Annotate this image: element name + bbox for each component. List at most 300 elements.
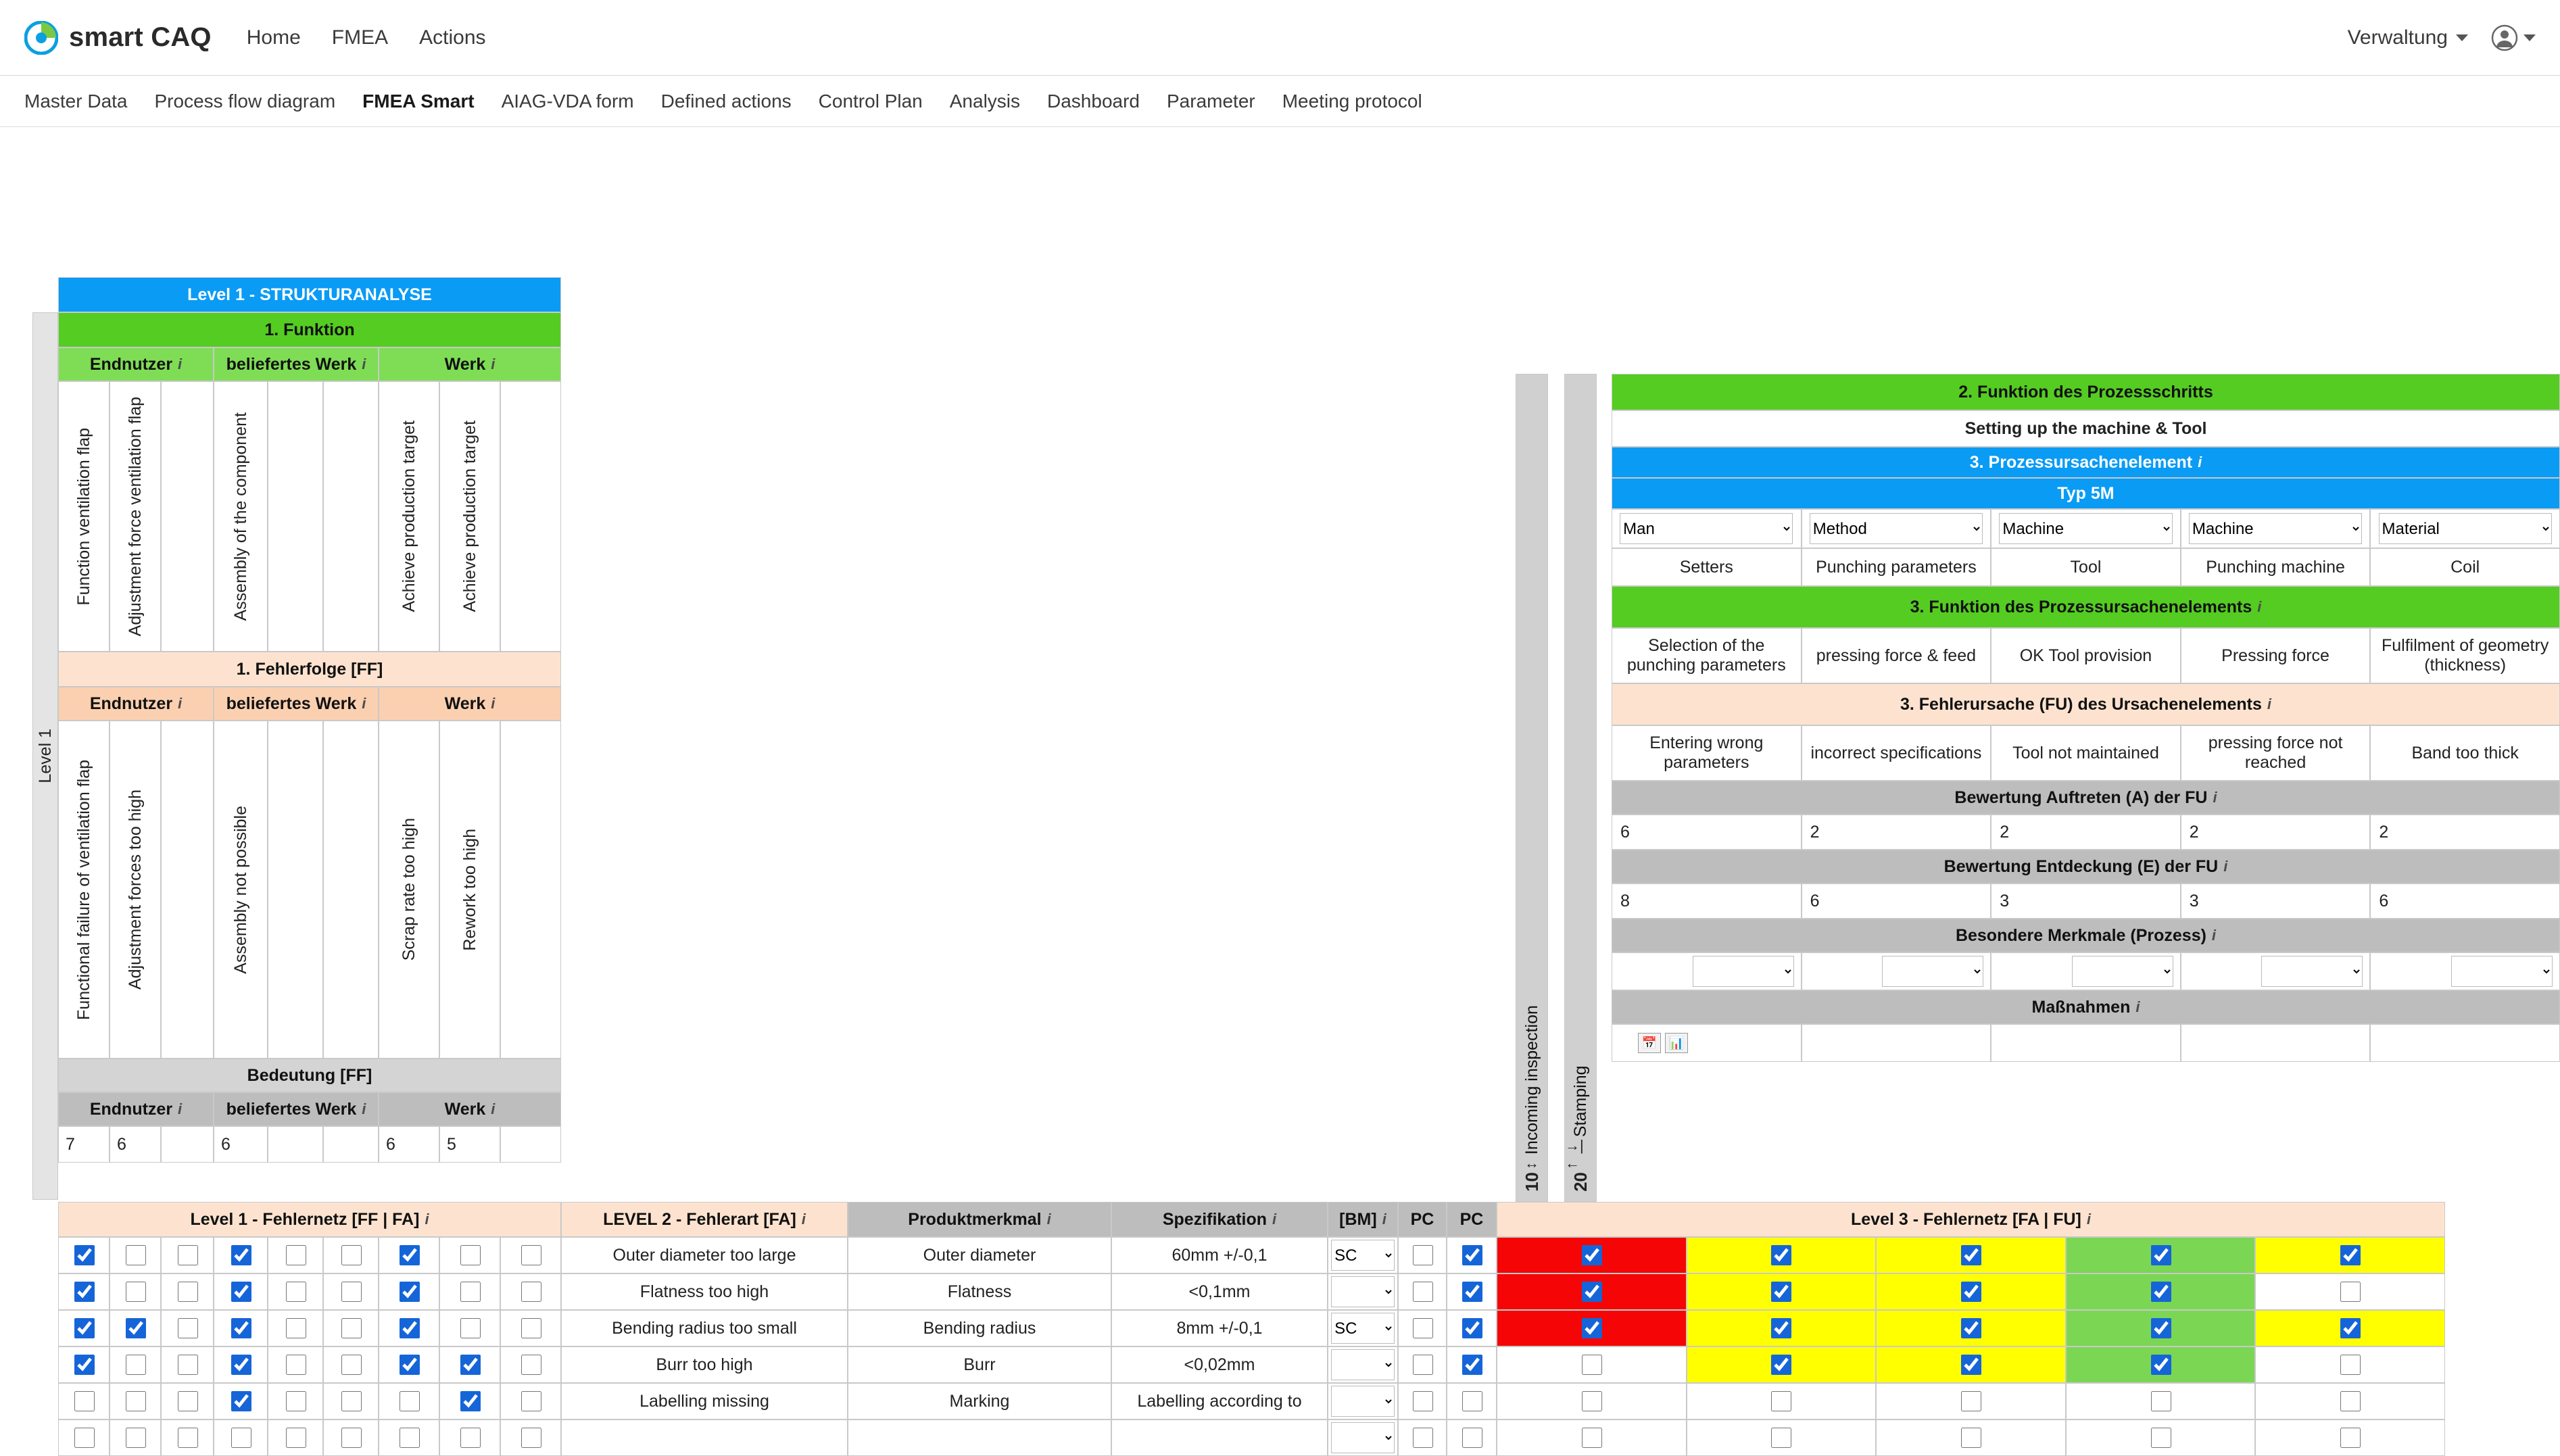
level3-link-checkbox[interactable]: [2340, 1318, 2361, 1338]
level3-link-checkbox[interactable]: [1961, 1282, 1981, 1302]
massnahmen-cell[interactable]: [2370, 1024, 2560, 1062]
subnav-item-parameter[interactable]: Parameter: [1167, 90, 1255, 112]
level1-link-checkbox-cell[interactable]: [161, 1346, 214, 1383]
level1-link-checkbox-cell[interactable]: [439, 1419, 500, 1456]
type-value[interactable]: Punching parameters: [1802, 548, 1991, 586]
level1-link-checkbox[interactable]: [521, 1282, 541, 1302]
level3-link-checkbox-cell[interactable]: [2066, 1346, 2256, 1383]
fehlerart-cell[interactable]: Bending radius too small: [561, 1310, 848, 1346]
spezifikation-cell[interactable]: 8mm +/-0,1: [1111, 1310, 1328, 1346]
besondere-select[interactable]: [2451, 956, 2553, 987]
level1-link-checkbox[interactable]: [74, 1245, 95, 1265]
type-select-cell[interactable]: [1991, 509, 2181, 548]
level1-link-checkbox[interactable]: [460, 1318, 481, 1338]
auftreten-value[interactable]: 2: [1802, 815, 1991, 850]
level3-link-checkbox-cell[interactable]: [2066, 1419, 2256, 1456]
level1-link-checkbox[interactable]: [341, 1282, 362, 1302]
pc-incoming-checkbox-cell[interactable]: [1398, 1310, 1447, 1346]
subnav-item-analysis[interactable]: Analysis: [949, 90, 1021, 112]
massnahmen-cell[interactable]: [1802, 1024, 1991, 1062]
level3-link-checkbox-cell[interactable]: [2255, 1346, 2445, 1383]
level1-link-checkbox-cell[interactable]: [214, 1310, 268, 1346]
brand[interactable]: [24, 21, 212, 55]
level1-link-checkbox-cell[interactable]: [268, 1346, 323, 1383]
level3-link-checkbox[interactable]: [1961, 1428, 1981, 1448]
type-value[interactable]: Coil: [2370, 548, 2560, 586]
level1-link-checkbox[interactable]: [286, 1391, 306, 1411]
subnav-item-aiag-vda-form[interactable]: AIAG-VDA form: [501, 90, 634, 112]
level1-link-checkbox-cell[interactable]: [214, 1237, 268, 1273]
level1-link-checkbox[interactable]: [286, 1282, 306, 1302]
level1-link-checkbox-cell[interactable]: [110, 1273, 161, 1310]
func-cause-value[interactable]: pressing force & feed: [1802, 628, 1991, 683]
level1-link-checkbox[interactable]: [126, 1282, 146, 1302]
strip-incoming-inspection[interactable]: [1516, 374, 1548, 1202]
pc-incoming-checkbox-cell[interactable]: [1398, 1237, 1447, 1273]
type-select-cell[interactable]: [1802, 509, 1991, 548]
fehlerfolge-cell[interactable]: Scrap rate too high: [379, 721, 439, 1059]
level1-link-checkbox-cell[interactable]: [161, 1383, 214, 1419]
pc-stamping-checkbox[interactable]: [1462, 1355, 1482, 1375]
level1-link-checkbox-cell[interactable]: [379, 1346, 439, 1383]
level3-link-checkbox[interactable]: [2151, 1391, 2171, 1411]
info-icon[interactable]: i: [2257, 598, 2262, 615]
type-select-cell[interactable]: [2370, 509, 2560, 548]
entdeckung-value[interactable]: 3: [1991, 883, 2181, 919]
fehlerart-cell[interactable]: Burr too high: [561, 1346, 848, 1383]
level1-link-checkbox[interactable]: [286, 1245, 306, 1265]
bm-select[interactable]: [1331, 1386, 1395, 1417]
produktmerkmal-cell[interactable]: Marking: [848, 1383, 1111, 1419]
level1-link-checkbox[interactable]: [400, 1355, 420, 1375]
level1-link-checkbox-cell[interactable]: [500, 1383, 561, 1419]
pc-incoming-checkbox-cell[interactable]: [1398, 1346, 1447, 1383]
level1-link-checkbox-cell[interactable]: [161, 1273, 214, 1310]
pc-stamping-checkbox[interactable]: [1462, 1282, 1482, 1302]
bm-select[interactable]: [1331, 1240, 1395, 1271]
level1-link-checkbox-cell[interactable]: [323, 1273, 379, 1310]
level3-link-checkbox-cell[interactable]: [1497, 1237, 1687, 1273]
produktmerkmal-cell[interactable]: Burr: [848, 1346, 1111, 1383]
level1-link-checkbox[interactable]: [341, 1391, 362, 1411]
func-step-value[interactable]: Setting up the machine & Tool: [1612, 410, 2560, 447]
level1-link-checkbox[interactable]: [400, 1318, 420, 1338]
level1-link-checkbox[interactable]: [126, 1391, 146, 1411]
level1-link-checkbox-cell[interactable]: [439, 1383, 500, 1419]
level1-link-checkbox-cell[interactable]: [379, 1310, 439, 1346]
funktion-cell[interactable]: [323, 381, 379, 652]
level1-link-checkbox[interactable]: [126, 1428, 146, 1448]
info-icon[interactable]: i: [2223, 858, 2228, 875]
level1-link-checkbox[interactable]: [460, 1245, 481, 1265]
info-icon[interactable]: i: [2086, 1211, 2091, 1228]
level1-link-checkbox-cell[interactable]: [379, 1273, 439, 1310]
fehlerfolge-cell[interactable]: [161, 721, 214, 1059]
level3-link-checkbox[interactable]: [1582, 1355, 1602, 1375]
level1-link-checkbox[interactable]: [126, 1318, 146, 1338]
fehlerart-cell[interactable]: [561, 1419, 848, 1456]
level3-link-checkbox-cell[interactable]: [2255, 1237, 2445, 1273]
level1-link-checkbox-cell[interactable]: [58, 1273, 110, 1310]
user-avatar-icon[interactable]: [2491, 24, 2536, 51]
besondere-select[interactable]: [1693, 956, 1794, 987]
level3-link-checkbox-cell[interactable]: [2066, 1237, 2256, 1273]
pc-stamping-checkbox-cell[interactable]: [1447, 1310, 1497, 1346]
level1-link-checkbox-cell[interactable]: [439, 1310, 500, 1346]
entdeckung-value[interactable]: 6: [2370, 883, 2560, 919]
level3-link-checkbox[interactable]: [2151, 1318, 2171, 1338]
bedeutung-value[interactable]: 6: [379, 1126, 439, 1163]
level3-link-checkbox-cell[interactable]: [2066, 1310, 2256, 1346]
spezifikation-cell[interactable]: 60mm +/-0,1: [1111, 1237, 1328, 1273]
fu-value[interactable]: Tool not maintained: [1991, 725, 2181, 781]
level1-link-checkbox-cell[interactable]: [500, 1346, 561, 1383]
level1-link-checkbox-cell[interactable]: [58, 1383, 110, 1419]
info-icon[interactable]: i: [2198, 454, 2202, 470]
level3-link-checkbox[interactable]: [1771, 1318, 1791, 1338]
resize-arrow-icon[interactable]: ↔: [1524, 1155, 1539, 1172]
level3-link-checkbox-cell[interactable]: [1687, 1419, 1877, 1456]
level3-link-checkbox[interactable]: [1771, 1391, 1791, 1411]
verwaltung-menu[interactable]: [2348, 26, 2468, 49]
fehlerfolge-cell[interactable]: [500, 721, 561, 1059]
level1-link-checkbox-cell[interactable]: [110, 1419, 161, 1456]
level1-link-checkbox-cell[interactable]: [268, 1237, 323, 1273]
info-icon[interactable]: i: [491, 356, 496, 372]
info-icon[interactable]: i: [362, 695, 366, 712]
subnav-item-defined-actions[interactable]: Defined actions: [660, 90, 792, 112]
besondere-select[interactable]: [2261, 956, 2363, 987]
level3-link-checkbox-cell[interactable]: [2066, 1383, 2256, 1419]
besondere-select-cell[interactable]: [2370, 952, 2560, 990]
resize-arrow-icon[interactable]: →|←: [1565, 1137, 1584, 1172]
pc-stamping-checkbox[interactable]: [1462, 1318, 1482, 1338]
spezifikation-cell[interactable]: <0,02mm: [1111, 1346, 1328, 1383]
funktion-cell[interactable]: Achieve production target: [439, 381, 500, 652]
besondere-select[interactable]: [2072, 956, 2173, 987]
level1-link-checkbox-cell[interactable]: [323, 1383, 379, 1419]
level1-link-checkbox-cell[interactable]: [379, 1237, 439, 1273]
auftreten-value[interactable]: 6: [1612, 815, 1802, 850]
funktion-cell[interactable]: [161, 381, 214, 652]
pc-incoming-checkbox-cell[interactable]: [1398, 1273, 1447, 1310]
level1-link-checkbox-cell[interactable]: [500, 1237, 561, 1273]
bm-select[interactable]: [1331, 1276, 1395, 1307]
level3-link-checkbox-cell[interactable]: [1687, 1310, 1877, 1346]
level1-link-checkbox[interactable]: [231, 1282, 251, 1302]
level3-link-checkbox-cell[interactable]: [2255, 1273, 2445, 1310]
auftreten-value[interactable]: 2: [2370, 815, 2560, 850]
entdeckung-value[interactable]: 8: [1612, 883, 1802, 919]
level1-link-checkbox-cell[interactable]: [379, 1419, 439, 1456]
level3-link-checkbox[interactable]: [2151, 1428, 2171, 1448]
level1-link-checkbox[interactable]: [74, 1391, 95, 1411]
level1-link-checkbox-cell[interactable]: [214, 1346, 268, 1383]
funktion-cell[interactable]: [500, 381, 561, 652]
pc-stamping-checkbox-cell[interactable]: [1447, 1346, 1497, 1383]
funktion-cell[interactable]: Assembly of the component: [214, 381, 268, 652]
level1-link-checkbox[interactable]: [231, 1428, 251, 1448]
bm-select[interactable]: [1331, 1313, 1395, 1344]
level1-link-checkbox-cell[interactable]: [161, 1310, 214, 1346]
subnav-item-process-flow-diagram[interactable]: Process flow diagram: [154, 90, 336, 112]
level3-link-checkbox[interactable]: [2151, 1355, 2171, 1375]
level3-link-checkbox-cell[interactable]: [1497, 1273, 1687, 1310]
level1-link-checkbox-cell[interactable]: [439, 1273, 500, 1310]
entdeckung-value[interactable]: 6: [1802, 883, 1991, 919]
fu-value[interactable]: pressing force not reached: [2181, 725, 2371, 781]
info-icon[interactable]: i: [2211, 927, 2217, 944]
level1-link-checkbox[interactable]: [521, 1245, 541, 1265]
subnav-item-fmea-smart[interactable]: FMEA Smart: [362, 90, 475, 112]
level1-link-checkbox[interactable]: [286, 1428, 306, 1448]
produktmerkmal-cell[interactable]: Flatness: [848, 1273, 1111, 1310]
info-icon[interactable]: i: [491, 695, 496, 712]
fu-value[interactable]: Entering wrong parameters: [1612, 725, 1802, 781]
level3-link-checkbox[interactable]: [1582, 1318, 1602, 1338]
level1-link-checkbox-cell[interactable]: [379, 1383, 439, 1419]
level1-link-checkbox-cell[interactable]: [214, 1419, 268, 1456]
level3-link-checkbox-cell[interactable]: [1876, 1273, 2066, 1310]
pc-stamping-checkbox-cell[interactable]: [1447, 1273, 1497, 1310]
level1-link-checkbox[interactable]: [178, 1391, 198, 1411]
level3-link-checkbox[interactable]: [2340, 1391, 2361, 1411]
level1-link-checkbox[interactable]: [126, 1245, 146, 1265]
bm-select-cell[interactable]: [1328, 1237, 1398, 1273]
level1-link-checkbox[interactable]: [178, 1355, 198, 1375]
level1-link-checkbox[interactable]: [400, 1282, 420, 1302]
type-select[interactable]: [2379, 513, 2552, 544]
level1-link-checkbox[interactable]: [341, 1355, 362, 1375]
level3-link-checkbox-cell[interactable]: [1876, 1346, 2066, 1383]
calendar-icon[interactable]: 📅: [1638, 1033, 1661, 1053]
level1-link-checkbox[interactable]: [460, 1282, 481, 1302]
level1-link-checkbox-cell[interactable]: [268, 1419, 323, 1456]
type-value[interactable]: Tool: [1991, 548, 2181, 586]
level1-link-checkbox[interactable]: [178, 1318, 198, 1338]
level1-link-checkbox[interactable]: [400, 1245, 420, 1265]
fehlerfolge-cell[interactable]: Rework too high: [439, 721, 500, 1059]
pc-incoming-checkbox[interactable]: [1413, 1318, 1433, 1338]
level3-link-checkbox-cell[interactable]: [2255, 1310, 2445, 1346]
bm-select-cell[interactable]: [1328, 1419, 1398, 1456]
type-select[interactable]: [2189, 513, 2362, 544]
info-icon[interactable]: i: [491, 1100, 496, 1117]
strip-stamping[interactable]: [1564, 374, 1597, 1202]
level1-link-checkbox-cell[interactable]: [500, 1273, 561, 1310]
massnahmen-cell[interactable]: [1991, 1024, 2181, 1062]
pc-incoming-checkbox-cell[interactable]: [1398, 1419, 1447, 1456]
pc-stamping-checkbox-cell[interactable]: [1447, 1383, 1497, 1419]
level1-link-checkbox-cell[interactable]: [110, 1310, 161, 1346]
level1-link-checkbox[interactable]: [341, 1318, 362, 1338]
level3-link-checkbox-cell[interactable]: [1497, 1419, 1687, 1456]
bedeutung-value[interactable]: [161, 1126, 214, 1163]
level1-link-checkbox[interactable]: [231, 1318, 251, 1338]
fehlerfolge-cell[interactable]: [323, 721, 379, 1059]
topnav-item-actions[interactable]: Actions: [419, 26, 486, 49]
topnav-item-home[interactable]: Home: [246, 26, 301, 49]
level1-link-checkbox-cell[interactable]: [439, 1237, 500, 1273]
pc-incoming-checkbox[interactable]: [1413, 1428, 1433, 1448]
level1-link-checkbox[interactable]: [74, 1318, 95, 1338]
fehlerfolge-cell[interactable]: Assembly not possible: [214, 721, 268, 1059]
level1-link-checkbox-cell[interactable]: [323, 1237, 379, 1273]
type-select[interactable]: [1620, 513, 1793, 544]
level3-link-checkbox-cell[interactable]: [1497, 1346, 1687, 1383]
level3-link-checkbox-cell[interactable]: [1876, 1383, 2066, 1419]
func-cause-value[interactable]: Fulfilment of geometry (thickness): [2370, 628, 2560, 683]
subnav-item-control-plan[interactable]: Control Plan: [818, 90, 923, 112]
level1-link-checkbox-cell[interactable]: [110, 1383, 161, 1419]
chart-icon[interactable]: 📊: [1665, 1033, 1688, 1053]
level3-link-checkbox-cell[interactable]: [1497, 1383, 1687, 1419]
spezifikation-cell[interactable]: [1111, 1419, 1328, 1456]
produktmerkmal-cell[interactable]: [848, 1419, 1111, 1456]
bedeutung-value[interactable]: 5: [439, 1126, 500, 1163]
level1-link-checkbox[interactable]: [400, 1428, 420, 1448]
type-select[interactable]: [1810, 513, 1983, 544]
level3-link-checkbox[interactable]: [2340, 1245, 2361, 1265]
info-icon[interactable]: i: [178, 1100, 183, 1117]
info-icon[interactable]: i: [1272, 1211, 1277, 1228]
level1-link-checkbox[interactable]: [286, 1355, 306, 1375]
level1-link-checkbox[interactable]: [341, 1428, 362, 1448]
pc-stamping-checkbox-cell[interactable]: [1447, 1237, 1497, 1273]
bm-select[interactable]: [1331, 1422, 1395, 1453]
funktion-cell[interactable]: [268, 381, 323, 652]
level3-link-checkbox[interactable]: [1771, 1282, 1791, 1302]
type-select-cell[interactable]: [1612, 509, 1802, 548]
level1-link-checkbox-cell[interactable]: [500, 1419, 561, 1456]
bm-select-cell[interactable]: [1328, 1273, 1398, 1310]
pc-stamping-checkbox[interactable]: [1462, 1245, 1482, 1265]
level3-link-checkbox-cell[interactable]: [1687, 1383, 1877, 1419]
level3-link-checkbox[interactable]: [2340, 1282, 2361, 1302]
level3-link-checkbox-cell[interactable]: [1687, 1346, 1877, 1383]
subnav-item-meeting-protocol[interactable]: Meeting protocol: [1282, 90, 1422, 112]
info-icon[interactable]: i: [2267, 696, 2272, 712]
level1-link-checkbox[interactable]: [521, 1391, 541, 1411]
level3-link-checkbox[interactable]: [1771, 1245, 1791, 1265]
type-select[interactable]: [1999, 513, 2172, 544]
level1-link-checkbox-cell[interactable]: [58, 1419, 110, 1456]
level1-link-checkbox[interactable]: [400, 1391, 420, 1411]
info-icon[interactable]: i: [2135, 998, 2140, 1015]
level3-link-checkbox-cell[interactable]: [1876, 1237, 2066, 1273]
besondere-select-cell[interactable]: [1991, 952, 2181, 990]
level3-link-checkbox-cell[interactable]: [1497, 1310, 1687, 1346]
level1-link-checkbox[interactable]: [74, 1282, 95, 1302]
besondere-select[interactable]: [1882, 956, 1983, 987]
massnahmen-cell[interactable]: [1612, 1024, 1802, 1062]
level3-link-checkbox[interactable]: [1961, 1391, 1981, 1411]
level1-link-checkbox[interactable]: [460, 1428, 481, 1448]
besondere-select-cell[interactable]: [1612, 952, 1802, 990]
level3-link-checkbox[interactable]: [2340, 1428, 2361, 1448]
funktion-cell[interactable]: Function ventilation flap: [58, 381, 110, 652]
level1-link-checkbox[interactable]: [460, 1355, 481, 1375]
bm-select-cell[interactable]: [1328, 1310, 1398, 1346]
level3-link-checkbox-cell[interactable]: [2255, 1383, 2445, 1419]
auftreten-value[interactable]: 2: [1991, 815, 2181, 850]
level1-link-checkbox-cell[interactable]: [214, 1383, 268, 1419]
level1-link-checkbox-cell[interactable]: [161, 1237, 214, 1273]
info-icon[interactable]: i: [2213, 789, 2217, 806]
bedeutung-value[interactable]: 6: [110, 1126, 161, 1163]
topnav-item-fmea[interactable]: FMEA: [331, 26, 389, 49]
info-icon[interactable]: i: [425, 1211, 429, 1228]
level1-link-checkbox-cell[interactable]: [268, 1310, 323, 1346]
level1-link-checkbox[interactable]: [341, 1245, 362, 1265]
level1-link-checkbox-cell[interactable]: [323, 1310, 379, 1346]
level3-link-checkbox-cell[interactable]: [1876, 1419, 2066, 1456]
level3-link-checkbox[interactable]: [1582, 1282, 1602, 1302]
info-icon[interactable]: i: [362, 356, 366, 372]
info-icon[interactable]: i: [178, 356, 183, 372]
bedeutung-value[interactable]: 6: [214, 1126, 268, 1163]
level1-link-checkbox[interactable]: [521, 1318, 541, 1338]
pc-incoming-checkbox[interactable]: [1413, 1391, 1433, 1411]
spezifikation-cell[interactable]: Labelling according to: [1111, 1383, 1328, 1419]
level3-link-checkbox[interactable]: [1582, 1428, 1602, 1448]
pc-incoming-checkbox-cell[interactable]: [1398, 1383, 1447, 1419]
func-cause-value[interactable]: OK Tool provision: [1991, 628, 2181, 683]
info-icon[interactable]: i: [362, 1100, 366, 1117]
level3-link-checkbox[interactable]: [1961, 1318, 1981, 1338]
level1-link-checkbox[interactable]: [231, 1245, 251, 1265]
level1-link-checkbox[interactable]: [178, 1428, 198, 1448]
level1-link-checkbox[interactable]: [126, 1355, 146, 1375]
produktmerkmal-cell[interactable]: Bending radius: [848, 1310, 1111, 1346]
level3-link-checkbox[interactable]: [1771, 1428, 1791, 1448]
level1-link-checkbox-cell[interactable]: [323, 1419, 379, 1456]
massnahmen-cell[interactable]: [2181, 1024, 2371, 1062]
level3-link-checkbox[interactable]: [2151, 1282, 2171, 1302]
level3-link-checkbox-cell[interactable]: [1687, 1237, 1877, 1273]
info-icon[interactable]: i: [178, 695, 183, 712]
level3-link-checkbox-cell[interactable]: [1876, 1310, 2066, 1346]
level3-link-checkbox[interactable]: [1582, 1391, 1602, 1411]
fu-value[interactable]: incorrect specifications: [1802, 725, 1991, 781]
level3-link-checkbox-cell[interactable]: [2255, 1419, 2445, 1456]
fehlerart-cell[interactable]: Labelling missing: [561, 1383, 848, 1419]
info-icon[interactable]: i: [1382, 1211, 1386, 1228]
bm-select[interactable]: [1331, 1349, 1395, 1380]
level1-link-checkbox-cell[interactable]: [439, 1346, 500, 1383]
subnav-item-master-data[interactable]: Master Data: [24, 90, 128, 112]
auftreten-value[interactable]: 2: [2181, 815, 2371, 850]
fehlerart-cell[interactable]: Outer diameter too large: [561, 1237, 848, 1273]
level3-link-checkbox[interactable]: [1771, 1355, 1791, 1375]
besondere-select-cell[interactable]: [1802, 952, 1991, 990]
pc-incoming-checkbox[interactable]: [1413, 1355, 1433, 1375]
level1-link-checkbox-cell[interactable]: [268, 1383, 323, 1419]
pc-incoming-checkbox[interactable]: [1413, 1245, 1433, 1265]
bedeutung-value[interactable]: [268, 1126, 323, 1163]
bedeutung-value[interactable]: [323, 1126, 379, 1163]
bm-select-cell[interactable]: [1328, 1383, 1398, 1419]
fu-value[interactable]: Band too thick: [2370, 725, 2560, 781]
pc-stamping-checkbox[interactable]: [1462, 1428, 1482, 1448]
info-icon[interactable]: i: [801, 1211, 806, 1228]
level1-link-checkbox-cell[interactable]: [214, 1273, 268, 1310]
type-value[interactable]: Punching machine: [2181, 548, 2371, 586]
level1-link-checkbox-cell[interactable]: [161, 1419, 214, 1456]
fehlerfolge-cell[interactable]: Adjustment forces too high: [110, 721, 161, 1059]
level1-link-checkbox[interactable]: [74, 1355, 95, 1375]
level3-link-checkbox[interactable]: [2340, 1355, 2361, 1375]
